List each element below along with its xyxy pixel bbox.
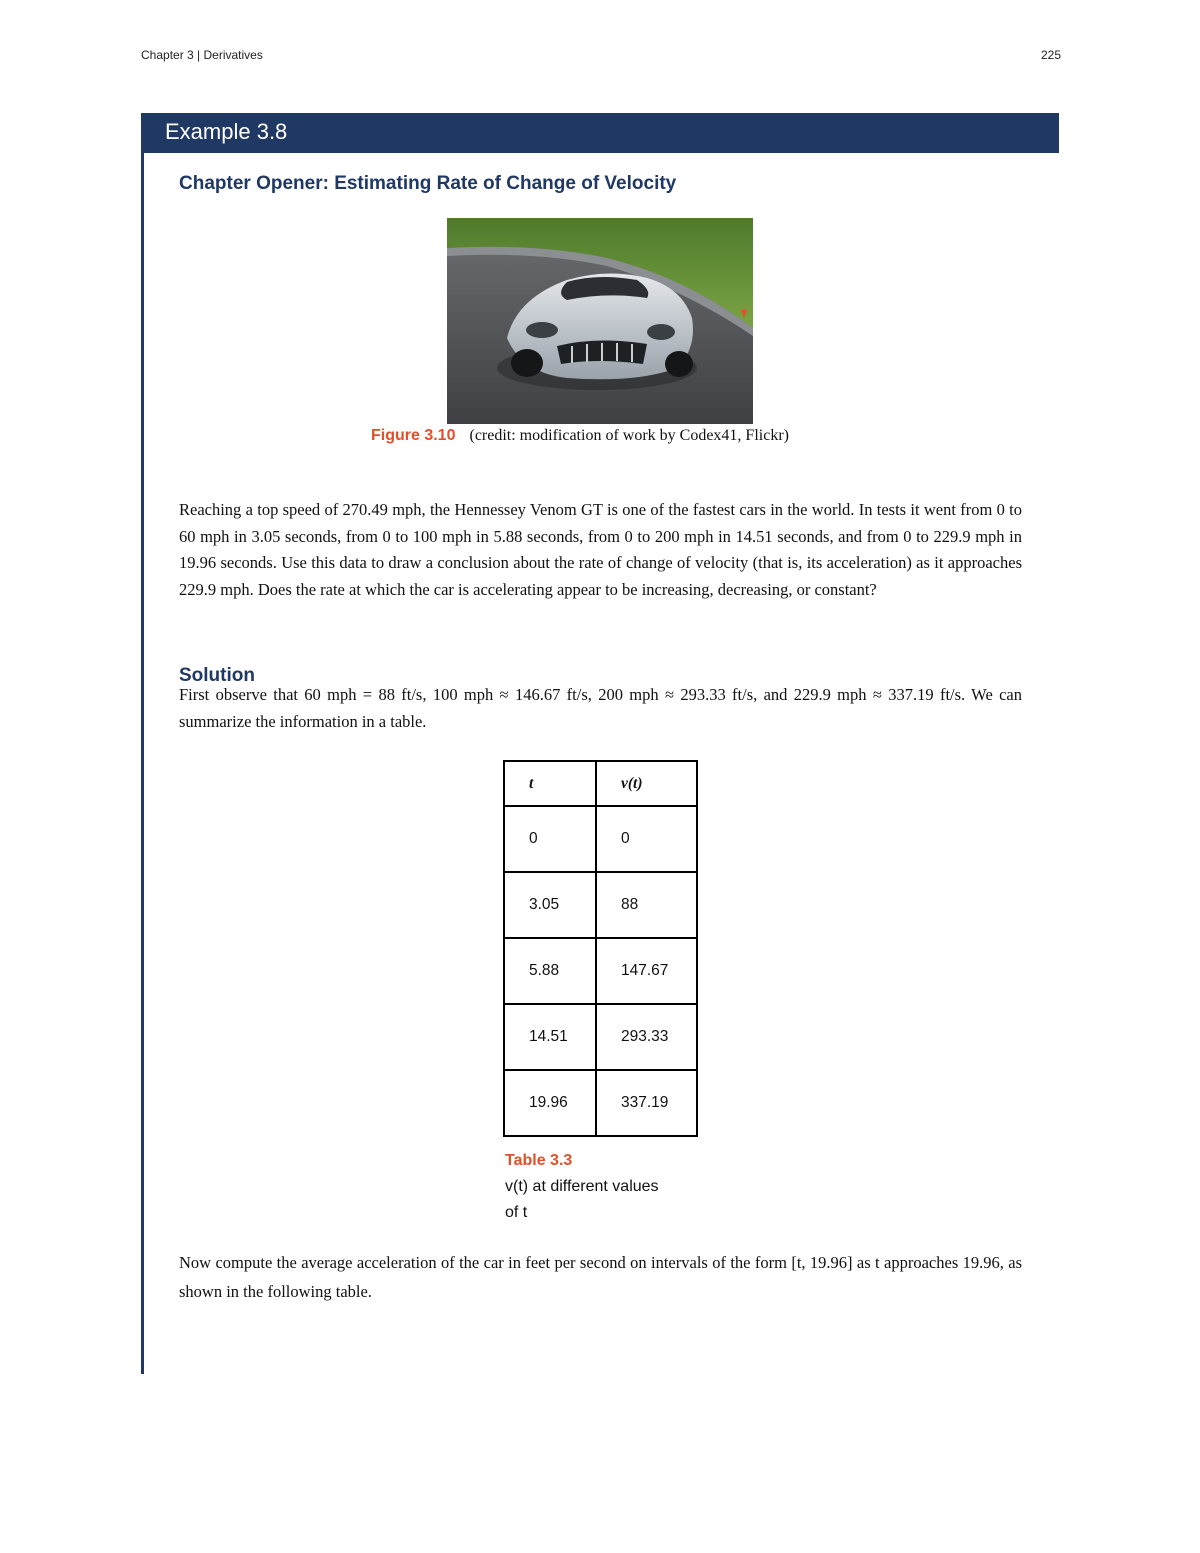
table-caption-line: v(t) at different values <box>505 1178 659 1195</box>
example-title: Chapter Opener: Estimating Rate of Change of Velocity <box>179 173 677 194</box>
table-cell: 0 <box>596 806 697 872</box>
velocity-table <box>503 760 698 1137</box>
running-title: Chapter 3 | Derivatives <box>141 48 263 62</box>
table-cell: 147.67 <box>596 938 697 1004</box>
table-row <box>504 938 697 1004</box>
car-photo-illustration <box>447 218 753 424</box>
example-banner <box>141 113 1059 153</box>
table-cell: 14.51 <box>504 1004 596 1070</box>
table-row <box>504 1004 697 1070</box>
table-cell: 3.05 <box>504 872 596 938</box>
table-header-cell: t <box>504 761 596 806</box>
table-cell: 88 <box>596 872 697 938</box>
table-cell: 293.33 <box>596 1004 697 1070</box>
table-cell: 5.88 <box>504 938 596 1004</box>
table-label: Table 3.3 <box>505 1152 573 1169</box>
example-side-rule <box>141 153 144 1374</box>
page-number: 225 <box>1040 48 1061 62</box>
table-header-row <box>504 761 697 806</box>
table-caption-line: of t <box>505 1204 528 1221</box>
closing-paragraph: Now compute the average acceleration of the car in feet per second on intervals of the form [t, 19.96] as t approaches 19.96, as shown in the following table. <box>179 1253 1022 1301</box>
table-cell: 0 <box>504 806 596 872</box>
car-photo <box>447 218 753 424</box>
example-label: Example 3.8 <box>165 119 288 144</box>
table-cell: 337.19 <box>596 1070 697 1136</box>
table-header-cell: v(t) <box>596 761 697 806</box>
solution-paragraph: First observe that 60 mph = 88 ft/s, 100 mph ≈ 146.67 ft/s, 200 mph ≈ 293.33 ft/s, and 229.9 mph ≈ 337.19 ft/s. We can summarize the information in a table. <box>179 685 1022 731</box>
solution-heading: Solution <box>179 665 255 686</box>
table-row <box>504 806 697 872</box>
intro-paragraph: Reaching a top speed of 270.49 mph, the Hennessey Venom GT is one of the fastest cars in the world. In tests it went from 0 to 60 mph in 3.05 seconds, from 0 to 100 mph in 5.88 seconds, from 0 to 200 mph in 14.51 seconds, and from 0 to 229.9 mph in 19.96 seconds. Use this data to draw a conclusion about the rate of change of velocity (that is, its acceleration) as it approaches 229.9 mph. Does the rate at which the car is accelerating appear to be increasing, decreasing, or constant? <box>179 500 1022 599</box>
figure-credit: (credit: modification of work by Codex41, Flickr) <box>469 427 789 444</box>
table-caption <box>505 1148 705 1226</box>
figure-label: Figure 3.10 <box>371 427 456 444</box>
table-cell: 19.96 <box>504 1070 596 1136</box>
figure-caption <box>371 424 791 447</box>
running-header <box>141 48 1061 62</box>
table-row <box>504 872 697 938</box>
table-row <box>504 1070 697 1136</box>
